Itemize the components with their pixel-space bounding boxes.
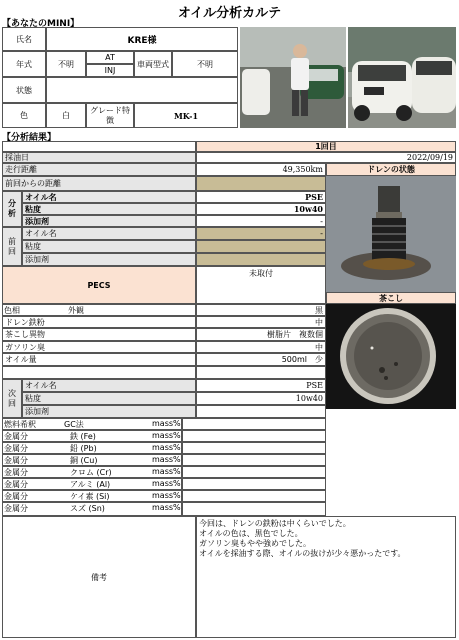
- drain-iron-label: ドレン鉄粉: [2, 316, 196, 328]
- metal-value: [182, 430, 326, 442]
- fuel-dilution-unit: mass%: [152, 419, 181, 428]
- metal-unit: mass%: [152, 443, 181, 452]
- year-label: 年式: [2, 51, 46, 77]
- oil-name-value: PSE: [196, 191, 326, 203]
- metal-value: [182, 478, 326, 490]
- metal-name: スズ (Sn): [70, 504, 105, 513]
- drain-bolt-photo: [326, 176, 456, 292]
- pecs-value: 未取付: [196, 266, 326, 304]
- next-additive-value: [196, 405, 326, 418]
- remarks-label: 備考: [2, 516, 196, 638]
- strainer-debris-label: 茶こし異物: [2, 328, 196, 341]
- remarks-line: オイルの色は、黒色でした。: [199, 529, 303, 538]
- metal-unit: mass%: [152, 479, 181, 488]
- metal-unit: mass%: [152, 503, 181, 512]
- pecs-label: PECS: [2, 266, 196, 304]
- prev-group-label: 前回: [2, 227, 22, 266]
- metal-label: 金属分: [4, 492, 28, 501]
- metal-label: 金属分: [4, 432, 28, 441]
- viscosity-value: 10w40: [196, 203, 326, 215]
- metal-unit: mass%: [152, 431, 181, 440]
- color-value: 白: [46, 103, 86, 128]
- date-value: 2022/09/19: [196, 152, 456, 163]
- round-header: 1回目: [196, 141, 456, 152]
- remarks-line: ガソリン臭もやや強めでした。: [199, 539, 311, 548]
- page-title: オイル分析カルテ: [177, 6, 282, 21]
- appearance-label: 外観: [68, 306, 84, 315]
- additive-label: 添加剤: [22, 215, 196, 227]
- prev-additive-value: [196, 253, 326, 266]
- drain-header: ドレンの状態: [326, 163, 456, 176]
- metal-label: 金属分: [4, 456, 28, 465]
- metal-label: 金属分: [4, 480, 28, 489]
- since-last-value: [196, 176, 326, 191]
- results-header-blank: [2, 141, 196, 152]
- metal-label: 金属分: [4, 468, 28, 477]
- remarks-box: [196, 516, 456, 638]
- white-mini-photo: [348, 27, 456, 128]
- metal-unit: mass%: [152, 455, 181, 464]
- prev-viscosity-value: [196, 240, 326, 253]
- mileage-value: 49,350km: [196, 163, 326, 176]
- metal-label: 金属分: [4, 444, 28, 453]
- metal-unit: mass%: [152, 467, 181, 476]
- metal-value: [182, 454, 326, 466]
- body-type-value: 不明: [172, 51, 238, 77]
- metal-value: [182, 490, 326, 502]
- metal-name: クロム (Cr): [70, 468, 112, 477]
- metal-value: [182, 502, 326, 516]
- next-group-label: 次回: [2, 379, 22, 418]
- spacer-row: [2, 366, 196, 379]
- next-viscosity-label: 粘度: [22, 392, 196, 405]
- metal-name: アルミ (Al): [70, 480, 111, 489]
- metal-name: 銅 (Cu): [70, 456, 98, 465]
- state-value: [46, 77, 238, 103]
- state-label: 状態: [2, 77, 46, 103]
- gasoline-odor-value: 中: [196, 341, 326, 353]
- hue-row: [2, 304, 196, 316]
- prev-oil-label: オイル名: [22, 227, 196, 240]
- metal-value: [182, 442, 326, 454]
- viscosity-label: 粘度: [22, 203, 196, 215]
- next-oil-value: PSE: [196, 379, 326, 392]
- gasoline-odor-label: ガソリン臭: [2, 341, 196, 353]
- since-last-label: 前回からの距離: [2, 176, 196, 191]
- fuel-dilution-value: [182, 418, 326, 430]
- grade-value: MK-1: [134, 103, 238, 128]
- at-label: AT: [86, 51, 134, 64]
- inj-label: INJ: [86, 64, 134, 77]
- oil-amount-label: オイル量: [2, 353, 196, 366]
- metal-name: 鉄 (Fe): [70, 432, 96, 441]
- mileage-label: 走行距離: [2, 163, 196, 176]
- additive-value: -: [196, 215, 326, 227]
- color-label: 色: [2, 103, 46, 128]
- section-my-mini-header: 【あなたのMINI】: [2, 19, 80, 29]
- date-label: 採油日: [2, 152, 196, 163]
- body-type-label: 車両型式: [134, 51, 172, 77]
- metal-name: ケイ素 (Si): [70, 492, 110, 501]
- strainer-header: 茶こし: [326, 292, 456, 304]
- metal-unit: mass%: [152, 491, 181, 500]
- fuel-dilution-method: GC法: [64, 420, 84, 429]
- next-oil-label: オイル名: [22, 379, 196, 392]
- oil-amount-value: 500ml 少: [196, 353, 326, 366]
- hue-label: 色相: [4, 306, 20, 315]
- name-label: 氏名: [2, 27, 46, 51]
- next-viscosity-value: 10w40: [196, 392, 326, 405]
- appearance-value: 黒: [196, 304, 326, 316]
- remarks-line: オイルを採油する際、オイルの抜けが少々悪かったです。: [199, 549, 406, 558]
- prev-viscosity-label: 粘度: [22, 240, 196, 253]
- metal-label: 金属分: [4, 504, 28, 513]
- metal-value: [182, 466, 326, 478]
- spacer-row-value: [196, 366, 326, 379]
- prev-additive-label: 添加剤: [22, 253, 196, 266]
- drain-iron-value: 中: [196, 316, 326, 328]
- oil-name-label: オイル名: [22, 191, 196, 203]
- strainer-photo: [326, 304, 456, 409]
- year-value: 不明: [46, 51, 86, 77]
- prev-oil-value: -: [196, 227, 326, 240]
- grade-label: グレード特徴: [86, 103, 134, 128]
- owner-with-car-photo: [240, 27, 346, 128]
- fuel-dilution-label: 燃料希釈: [4, 420, 36, 429]
- metal-name: 鉛 (Pb): [70, 444, 97, 453]
- name-value: KRE様: [46, 27, 238, 51]
- remarks-line: 今回は、ドレンの鉄粉は中くらいでした。: [199, 519, 351, 528]
- strainer-debris-value: 樹脂片 複数個: [196, 328, 326, 341]
- next-additive-label: 添加剤: [22, 405, 196, 418]
- analysis-group-label: 分析: [2, 191, 22, 227]
- section-results-header: 【分析結果】: [2, 133, 57, 143]
